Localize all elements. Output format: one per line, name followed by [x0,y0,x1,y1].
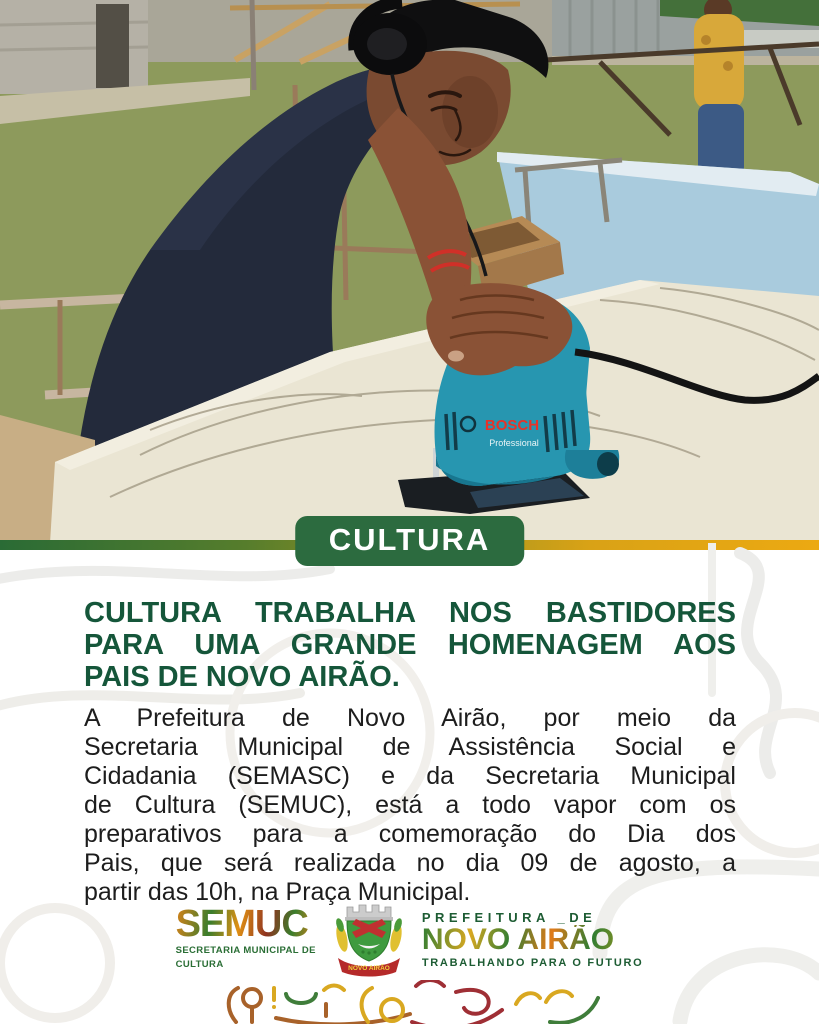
headline-line: CULTURA TRABALHA NOS BASTIDORES [84,597,736,629]
crest-shield [347,919,391,961]
headline [84,597,736,693]
logos-row [0,902,819,978]
semuc-wordmark: SEMUC [176,906,316,942]
photo-building [0,0,148,94]
badge-label: CULTURA [328,522,491,557]
crest-crown [345,905,393,921]
article [84,597,736,907]
body-line: Pais, que será realizada no dia 09 de agosto, a [84,849,736,877]
body-line: de Cultura (SEMUC), está a todo vapor com os [84,791,736,819]
semuc-logo [175,903,316,974]
prefeitura-logo [422,910,644,970]
headline-line: PARA UMA GRANDE HOMENAGEM AOS [84,629,736,661]
novo-airao-crest [332,902,406,978]
body-line: partir das 10h, na Praça Municipal. [84,878,471,906]
body-line: Cidadania (SEMASC) e da Secretaria Municipal [84,762,736,790]
bosch-brand-label: BOSCH [484,417,540,434]
semuc-subtitle-line2: CULTURA [175,959,224,970]
prefeitura-wordmark: NOVO AIRÃO [422,925,644,955]
body-line: A Prefeitura de Novo Airão, por meio da [84,704,736,732]
crest-ribbon-text: NOVO AIRÃO [348,965,390,972]
headline-line: PAIS DE NOVO AIRÃO. [84,661,400,693]
body-line: Secretaria Municipal de Assistência Social e [84,733,736,761]
semuc-subtitle-line1: SECRETARIA MUNICIPAL DE [175,945,316,956]
prefeitura-line1: PREFEITURA _DE [421,910,597,925]
bosch-series-label: Professional [489,438,539,448]
body-line: preparativos para a comemoração do Dia dos [84,820,736,848]
prefeitura-slogan: TRABALHANDO PARA O FUTURO [421,957,644,969]
body-paragraph [84,704,736,907]
fingernail [448,351,464,362]
bottom-pattern [220,980,600,1024]
cultura-badge [295,516,525,566]
